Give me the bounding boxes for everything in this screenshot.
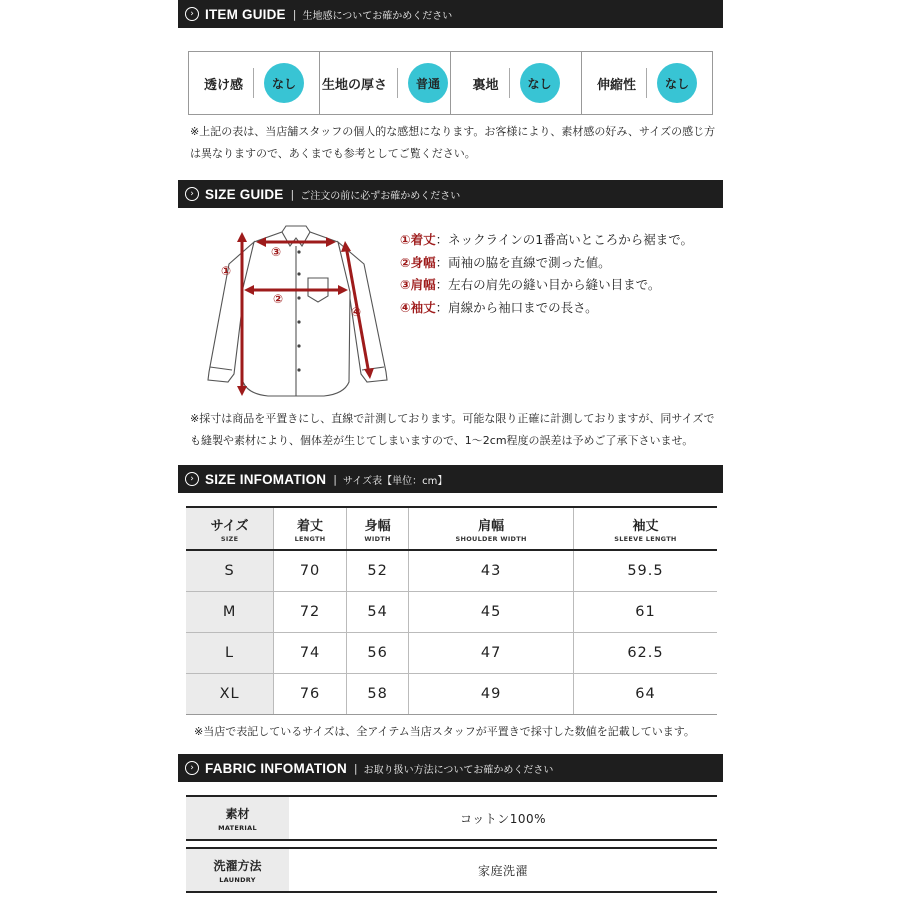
size-cell: XL <box>186 674 274 715</box>
col-header: 着丈 LENGTH <box>274 507 347 550</box>
guide-label: 生地の厚さ <box>321 77 387 93</box>
chevron-right-circle-icon: › <box>185 472 199 486</box>
item-guide-note <box>190 121 715 165</box>
chevron-right-circle-icon: › <box>185 7 199 21</box>
table-row <box>186 592 717 633</box>
header-separator: | <box>353 761 358 775</box>
fabric-value: 家庭洗濯 <box>477 863 528 878</box>
size-table-header <box>186 507 717 550</box>
legend-desc: ：左右の肩先の縫い目から縫い目まで。 <box>435 277 661 292</box>
header-separator: | <box>290 187 295 201</box>
guide-cell-thickness <box>320 52 451 114</box>
item-guide-table <box>188 51 713 115</box>
legend-key: 着丈 <box>410 232 436 247</box>
legend-key: 袖丈 <box>410 299 436 315</box>
marker-shoulder: ③ <box>271 245 282 259</box>
guide-label: 裏地 <box>472 77 499 93</box>
legend-item <box>400 229 693 252</box>
size-guide-title: SIZE GUIDE <box>205 186 284 202</box>
guide-cell-lining <box>451 52 582 114</box>
length-cell: 74 <box>274 633 347 674</box>
item-guide-title: ITEM GUIDE <box>205 6 286 22</box>
divider <box>509 68 510 98</box>
guide-cell-transparency <box>189 52 320 114</box>
size-cell: S <box>186 550 274 592</box>
shoulder-cell: 43 <box>409 550 574 592</box>
fabric-key: 素材 MATERIAL <box>186 797 289 839</box>
shoulder-cell: 49 <box>409 674 574 715</box>
width-cell: 54 <box>346 592 408 633</box>
size-guide-header <box>178 180 723 208</box>
col-header: サイズ SIZE <box>186 507 274 550</box>
shoulder-cell: 45 <box>409 592 574 633</box>
fabric-info-subtitle: お取り扱い方法についてお確かめください <box>363 764 554 776</box>
size-info-title: SIZE INFOMATION <box>205 471 327 487</box>
size-cell: M <box>186 592 274 633</box>
guide-label: 透け感 <box>203 77 243 93</box>
width-cell: 58 <box>346 674 408 715</box>
note-line: は異なりますので、あくまでも参考としてご覧ください。 <box>190 147 476 160</box>
marker-length: ① <box>221 264 232 278</box>
legend-key: 肩幅 <box>410 277 436 292</box>
marker-width: ② <box>273 292 284 306</box>
size-guide-legend <box>400 229 693 319</box>
width-cell: 52 <box>346 550 408 592</box>
item-guide-subtitle: 生地感についてお確かめください <box>302 10 453 22</box>
legend-num: ② <box>400 254 411 270</box>
sleeve-cell: 64 <box>573 674 717 715</box>
fabric-value: コットン100% <box>459 811 547 826</box>
width-cell: 56 <box>346 633 408 674</box>
legend-num: ④ <box>400 299 411 315</box>
legend-key: 身幅 <box>410 254 436 270</box>
legend-desc: ：肩線から袖口までの長さ。 <box>435 299 598 315</box>
guide-value-badge: なし <box>264 63 304 103</box>
sleeve-cell: 62.5 <box>573 633 717 674</box>
table-row <box>186 633 717 674</box>
size-table <box>186 506 717 715</box>
header-separator: | <box>292 7 297 21</box>
marker-sleeve: ④ <box>351 305 362 319</box>
divider <box>253 68 254 98</box>
legend-item <box>400 252 693 275</box>
chevron-right-circle-icon: › <box>185 187 199 201</box>
item-guide-header <box>178 0 723 28</box>
legend-num: ① <box>400 232 411 247</box>
chevron-right-circle-icon: › <box>185 761 199 775</box>
guide-value-badge: 普通 <box>408 63 448 103</box>
guide-cell-stretch <box>582 52 712 114</box>
note-line: ※上記の表は、当店舗スタッフの個人的な感想になります。お客様により、素材感の好み、サイズの感じ方 <box>190 125 716 138</box>
fabric-info-title: FABRIC INFOMATION <box>205 760 347 776</box>
note-line: ※採寸は商品を平置きにし、直線で計測しております。可能な限り正確に計測しておりますが、同サイズで <box>190 412 715 425</box>
col-header: 肩幅 SHOULDER WIDTH <box>409 507 574 550</box>
length-cell: 70 <box>274 550 347 592</box>
guide-label: 伸縮性 <box>596 77 636 93</box>
size-guide-note <box>190 408 714 452</box>
size-info-header <box>178 465 723 493</box>
fabric-key: 洗濯方法 LAUNDRY <box>186 849 289 891</box>
legend-item <box>400 274 693 297</box>
divider <box>397 68 398 98</box>
size-info-subtitle: サイズ表【単位：cm】 <box>342 475 448 487</box>
divider <box>646 68 647 98</box>
legend-item <box>400 297 693 320</box>
size-info-note: ※当店で表記しているサイズは、全アイテム当店スタッフが平置きで採寸した数値を記載しています。 <box>194 725 695 738</box>
col-header: 袖丈 SLEEVE LENGTH <box>573 507 717 550</box>
shoulder-cell: 47 <box>409 633 574 674</box>
sleeve-cell: 61 <box>573 592 717 633</box>
col-header: 身幅 WIDTH <box>346 507 408 550</box>
note-line: も縫製や素材により、個体差が生じてしまいますので、1〜2cm程度の誤差は予めご了承下さいませ。 <box>190 434 694 447</box>
length-cell: 72 <box>274 592 347 633</box>
sleeve-cell: 59.5 <box>573 550 717 592</box>
header-separator: | <box>333 472 337 486</box>
shirt-diagram <box>204 222 404 402</box>
guide-value-badge: なし <box>520 63 560 103</box>
fabric-row-laundry <box>186 847 717 893</box>
length-cell: 76 <box>274 674 347 715</box>
legend-desc: ：ネックラインの1番高いところから裾まで。 <box>435 232 693 247</box>
shirt-illustration <box>204 222 404 402</box>
size-cell: L <box>186 633 274 674</box>
table-row <box>186 674 717 715</box>
table-row <box>186 550 717 592</box>
guide-value-badge: なし <box>657 63 697 103</box>
fabric-info-header <box>178 754 723 782</box>
fabric-row-material <box>186 795 717 841</box>
size-guide-subtitle: ご注文の前に必ずお確かめください <box>300 190 461 202</box>
legend-num: ③ <box>400 277 411 292</box>
legend-desc: ：両袖の脇を直線で測った値。 <box>435 254 611 270</box>
